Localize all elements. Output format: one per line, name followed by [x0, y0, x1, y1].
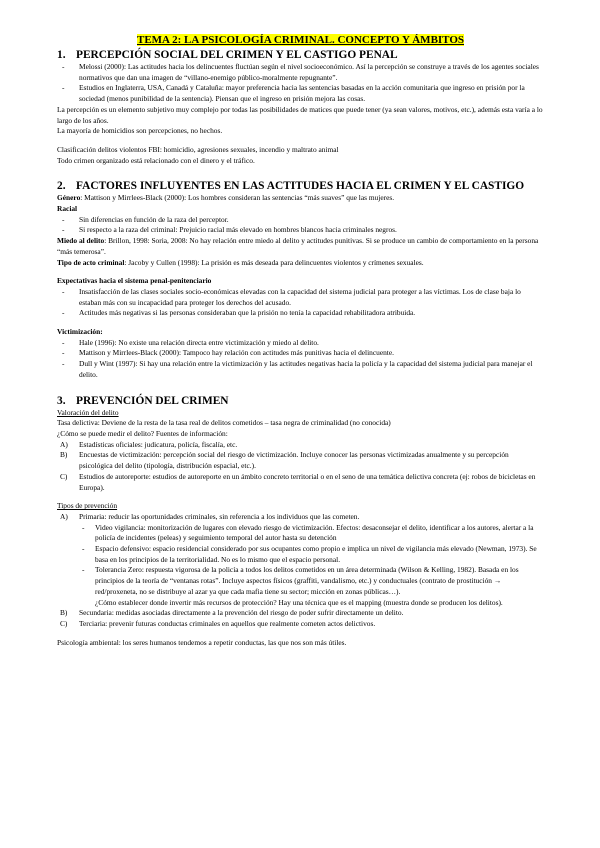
section-3	[57, 395, 544, 649]
racial-bullets	[57, 215, 544, 236]
list-item: - Actitudes más negativas si las personas consideraban que la prisión no tenía la capacidad rehabilitadora atribuida.	[62, 308, 544, 319]
list-item: B) Secundaria: medidas asociadas directamente a la prevención del riesgo de poder sufrir directamente un delito.	[60, 608, 404, 618]
victimizacion-label: Victimización:	[57, 327, 103, 337]
paragraph: La mayoría de homicidios son percepciones, no hechos.	[57, 126, 223, 136]
section-2	[57, 180, 544, 380]
tipos-list-rest	[57, 608, 544, 629]
primaria-sublist	[57, 523, 544, 598]
list-item: C) Terciaria: prevenir futuras conductas criminales en aquellos que realmente cometen actos delictivos.	[60, 618, 376, 628]
list-item: A) Estadísticas oficiales: judicatura, policía, fiscalía, etc.	[60, 439, 238, 449]
list-item: B) Encuestas de victimización: percepción social del riesgo de victimización. Incluye conocer las personas victimizadas anualmente y su percepción psicológica del delito (tipología, distribución espacial, etc.).	[60, 450, 509, 471]
list-item: - Espacio defensivo: espacio residencial considerado por sus ocupantes como propio e implica un nivel de vigilancia más elevado (Newman, 1973). Se basa en los principios de la territorialidad. No es lo mismo que el espacio personal.	[82, 544, 544, 565]
racial-label: Racial	[57, 204, 78, 214]
list-item: C) Estudios de autoreporte: estudios de autoreporte en un ámbito concreto territorial o en el seno de una temática delictiva concreta (ej: robos de bicicletas en Europa).	[60, 471, 536, 492]
tipo-paragraph: Tipo de acto criminal: Jacoby y Cullen (1998): La prisión es más deseada para delincuentes violentos y crímenes sexuales.	[57, 257, 424, 267]
paragraph: La percepción es un elemento subjetivo muy complejo por todas las posibilidades de matices que puede tener (ya sean valores, motivos, etc.), además esta varía a lo largo de los años.	[57, 104, 543, 125]
document-title: TEMA 2: LA PSICOLOGÍA CRIMINAL. CONCEPTO Y ÁMBITOS	[137, 34, 464, 46]
paragraph: Tasa delictiva: Deviene de la resta de la tasa real de delitos cometidos – tasa negra de criminalidad (no conocida)	[57, 418, 391, 428]
expectativas-bullets	[57, 287, 544, 319]
paragraph: ¿Cómo se puede medir el delito? Fuentes de información:	[57, 428, 228, 438]
section-1	[57, 49, 544, 166]
list-item: - Tolerancia Zero: respuesta vigorosa de la policía a todos los delitos cometidos en un área determinada (Wilson & Kelling, 1982). Basada en los principios de la teoría de “ventanas rotas”. Incluye aspectos físicos (graffiti, vandalismo, etc.) y conductuales (contrato de prostitución → red/proxeneta, no se distribuye al azar ya que cada mafia tiene su sector; micción en zonas públicas…).	[82, 565, 544, 597]
section-1-bullets	[57, 62, 544, 105]
victimizacion-bullets	[57, 338, 544, 381]
section-3-heading: 3. PREVENCIÓN DEL CRIMEN	[57, 394, 229, 407]
paragraph: Clasificación delitos violentos FBI: homicidio, agresiones sexuales, incendio y maltrato animal	[57, 144, 339, 154]
miedo-paragraph: Miedo al delito: Brillon, 1998: Soria, 2008: No hay relación entre miedo al delito y actitudes punitivas. Si se produce un cambio de comportamiento en la persona “más temerosa”.	[57, 236, 539, 256]
list-item: - Estudios en Inglaterra, USA, Canadá y Cataluña: mayor preferencia hacia las sentencias basadas en la acción comunitaria que ingreso en prisión por la sociedad (menos punibilidad de la sentencia). Piensan que el ingreso en prisión mejora las cosas.	[62, 83, 544, 104]
fuentes-list	[57, 440, 544, 494]
list-item: - Dull y Wint (1997): Si hay una relación entre la victimización y las actitudes negativas hacia la policía y la capacidad del sistema judicial para manejar el delito.	[62, 359, 544, 380]
list-item: A) Primaria: reducir las oportunidades criminales, sin referencia a los individuos que las cometen.	[60, 511, 360, 521]
paragraph: Todo crimen organizado está relacionado con el dinero y el tráfico.	[57, 155, 255, 165]
tipos-label: Tipos de prevención	[57, 501, 118, 511]
list-item: - Hale (1996): No existe una relación directa entre victimización y miedo al delito.	[62, 338, 544, 349]
list-item: - Si respecto a la raza del criminal: Prejuicio racial más elevado en hombres blancos hacia criminales negros.	[62, 225, 544, 236]
valoracion-label: Valoración del delito	[57, 407, 119, 417]
list-item: - Mattison y Mirrlees-Black (2000): Tampoco hay relación con actitudes más punitivas hacia el delincuente.	[62, 348, 544, 359]
primaria-note: ¿Cómo establecer donde invertir más recursos de protección? Hay una técnica que es el mapping (muestra donde se producen los delitos).	[95, 597, 503, 607]
list-item: - Melossi (2000): Las actitudes hacia los delincuentes fluctúan según el nivel socioeconómico. Así la percepción se construye a través de los agentes sociales normativos que dan una imagen de “villano-enemigo público-moralmente repugnante”.	[62, 62, 544, 83]
section-1-heading: 1. PERCEPCIÓN SOCIAL DEL CRIMEN Y EL CASTIGO PENAL	[57, 49, 398, 61]
paragraph: Psicología ambiental: los seres humanos tendemos a repetir conductas, las que nos son más útiles.	[57, 637, 347, 647]
list-item: - Sin diferencias en función de la raza del perceptor.	[62, 215, 544, 226]
tipos-list	[57, 512, 544, 523]
expectativas-label: Expectativas hacia el sistema penal-penitenciario	[57, 276, 212, 286]
list-item: - Insatisfacción de las clases sociales socio-económicas elevadas con la capacidad del sistema judicial para proteger a las víctimas. Los de clase baja lo estaban más con su incapacidad para proteger los derechos del acusado.	[62, 287, 544, 308]
section-2-heading: 2. FACTORES INFLUYENTES EN LAS ACTITUDES HACIA EL CRIMEN Y EL CASTIGO	[57, 180, 525, 193]
list-item: - Video vigilancia: monitorización de lugares con elevado riesgo de victimización. Efectos: desaconsejar el delito, identificar a los autores, alertar a la policía de incidentes (peleas) y seguimiento temporal del autor hasta su detención	[82, 523, 544, 544]
genero-paragraph: Género: Mattison y Mirrlees-Black (2000): Los hombres consideran las sentencias “más suaves” que las mujeres.	[57, 193, 395, 203]
